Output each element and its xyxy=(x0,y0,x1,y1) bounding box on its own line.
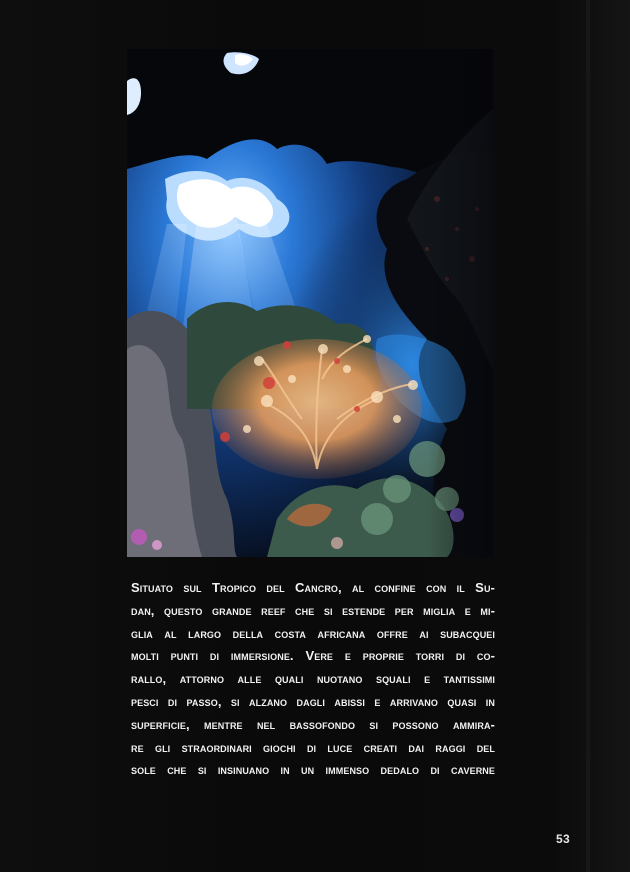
underwater-reef-photo xyxy=(127,49,493,557)
paragraph-line: Situato sul Tropico del Cancro, al confine con il Su- xyxy=(131,580,495,595)
paragraph-line: superficie, mentre nel bassofondo si possono ammira- xyxy=(131,716,495,732)
paragraph-line: dan, questo grande reef che si estende per miglia e mi- xyxy=(131,602,495,618)
paragraph-line: re gli straordinari giochi di luce creati dai raggi del xyxy=(131,739,495,755)
paragraph-line: rallo, attorno alle quali nuotano squali e tantissimi xyxy=(131,671,495,687)
paragraph-line: pesci di passo, si alzano dagli abissi e arrivano quasi in xyxy=(131,693,495,709)
paragraph-line: sole che si insinuano in un immenso dedalo di caverne xyxy=(131,762,495,778)
paragraph-line: glia al largo della costa africana offre ai subacquei xyxy=(131,625,495,641)
article-paragraph xyxy=(131,577,495,782)
page-fold-shadow xyxy=(586,0,590,872)
page-number: 53 xyxy=(556,832,570,846)
paragraph-line: molti punti di immersione. Vere e proprie torri di co- xyxy=(131,648,495,664)
